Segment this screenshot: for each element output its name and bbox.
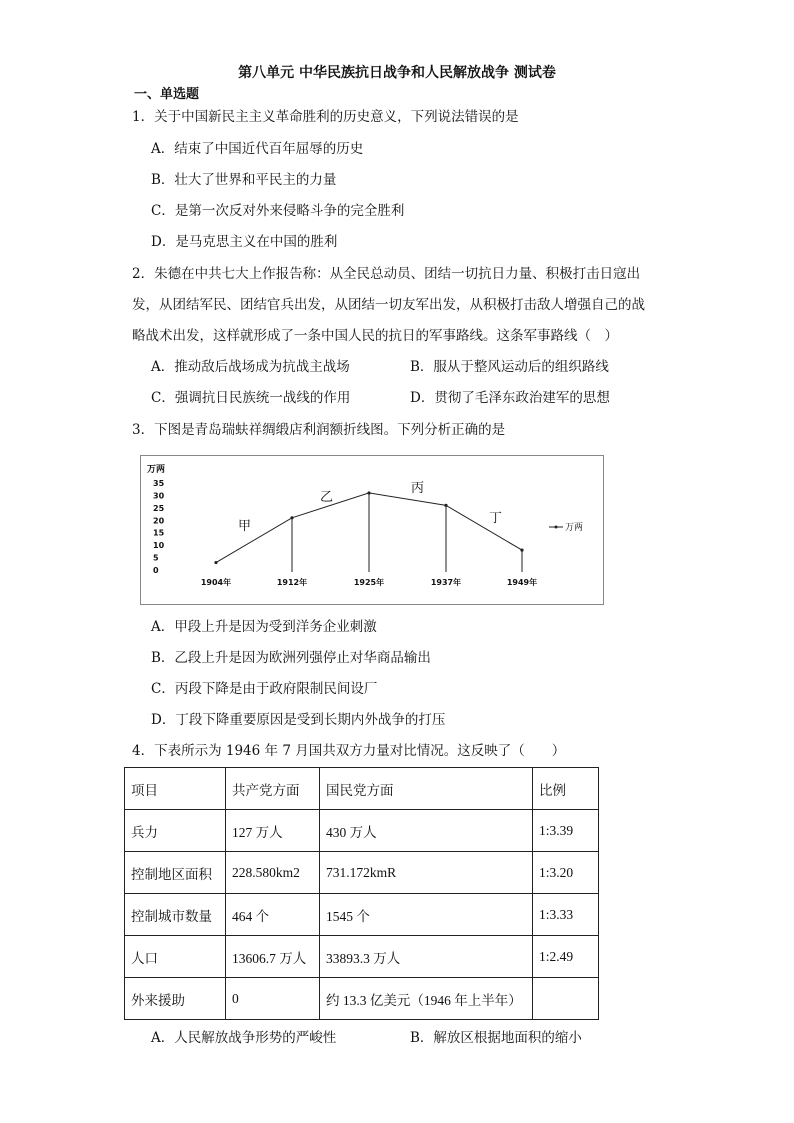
segment-label: 丁 bbox=[489, 511, 503, 526]
x-tick-label: 1904年 bbox=[200, 578, 232, 587]
data-point bbox=[444, 504, 447, 507]
table-header-row bbox=[125, 768, 599, 810]
legend-label: 万两 bbox=[565, 523, 584, 533]
question-3-stem: 3．下图是青岛瑞蚨祥绸缎店利润额折线图。下列分析正确的是 bbox=[132, 422, 506, 438]
section-heading: 一、单选题 bbox=[134, 87, 200, 102]
question-4-option-b[interactable]: B．解放区根据地面积的缩小 bbox=[410, 1030, 582, 1046]
question-1-option-a[interactable]: A．结束了中国近代百年屈辱的历史 bbox=[151, 141, 364, 157]
table-cell: 430 万人 bbox=[320, 810, 533, 852]
table-cell: 228.580km2 bbox=[226, 852, 320, 894]
x-tick-label: 1925年 bbox=[353, 578, 385, 587]
table-cell: 0 bbox=[226, 978, 320, 1020]
segment-label: 甲 bbox=[238, 519, 252, 534]
table-cell: 1:3.33 bbox=[533, 894, 599, 936]
table-row bbox=[125, 810, 599, 852]
question-1-option-d[interactable]: D．是马克思主义在中国的胜利 bbox=[151, 234, 338, 250]
table-row bbox=[125, 936, 599, 978]
table-cell: 1:3.20 bbox=[533, 852, 599, 894]
question-2-stem-line: 2．朱德在中共七大上作报告称：从全民总动员、团结一切抗日力量、积极打击日寇出 bbox=[132, 266, 641, 282]
table-row bbox=[125, 978, 599, 1020]
y-tick-label: 0 bbox=[153, 566, 159, 575]
question-1-stem: 1．关于中国新民主主义革命胜利的历史意义，下列说法错误的是 bbox=[132, 109, 519, 125]
x-tick-label: 1937年 bbox=[430, 578, 462, 587]
y-tick-label: 35 bbox=[153, 479, 165, 488]
y-tick-label: 15 bbox=[153, 528, 165, 538]
y-tick-label: 20 bbox=[153, 516, 165, 526]
segment-label: 乙 bbox=[320, 490, 334, 505]
table-cell: 1545 个 bbox=[320, 894, 533, 936]
question-2-option-c[interactable]: C．强调抗日民族统一战线的作用 bbox=[151, 390, 351, 406]
question-3-option-b[interactable]: B．乙段上升是因为欧洲列强停止对华商品输出 bbox=[151, 650, 431, 666]
question-2-option-a[interactable]: A．推动敌后战场成为抗战主战场 bbox=[151, 359, 350, 375]
profit-line-chart bbox=[140, 455, 604, 605]
table-cell: 731.172kmR bbox=[320, 852, 533, 894]
x-tick-label: 1912年 bbox=[276, 578, 308, 587]
question-2-option-b[interactable]: B．服从于整风运动后的组织路线 bbox=[410, 359, 609, 375]
table-header-cell: 项目 bbox=[125, 768, 226, 810]
table-cell: 控制地区面积 bbox=[125, 852, 226, 894]
question-4-option-a[interactable]: A．人民解放战争形势的严峻性 bbox=[151, 1030, 337, 1046]
table-header-cell: 国民党方面 bbox=[320, 768, 533, 810]
table-cell: 13606.7 万人 bbox=[226, 936, 320, 978]
table-header-cell: 比例 bbox=[533, 768, 599, 810]
chart-svg bbox=[141, 456, 603, 604]
data-point bbox=[520, 549, 523, 552]
y-tick-label: 25 bbox=[153, 503, 165, 513]
data-point bbox=[290, 516, 293, 519]
question-2-stem-line: 发，从团结军民、团结官兵出发，从团结一切友军出发，从积极打击敌人增强自己的战 bbox=[132, 297, 645, 313]
table-cell: 外来援助 bbox=[125, 978, 226, 1020]
question-2-option-d[interactable]: D．贯彻了毛泽东政治建军的思想 bbox=[410, 390, 610, 406]
table-header-cell: 共产党方面 bbox=[226, 768, 320, 810]
x-tick-label: 1949年 bbox=[506, 578, 538, 587]
table-row bbox=[125, 894, 599, 936]
forces-comparison-table bbox=[124, 767, 599, 1020]
table-cell: 人口 bbox=[125, 936, 226, 978]
table-cell: 127 万人 bbox=[226, 810, 320, 852]
table-cell: 33893.3 万人 bbox=[320, 936, 533, 978]
table-cell: 1:2.49 bbox=[533, 936, 599, 978]
question-1-option-c[interactable]: C．是第一次反对外来侵略斗争的完全胜利 bbox=[151, 203, 405, 219]
table-cell: 约 13.3 亿美元（1946 年上半年） bbox=[320, 978, 533, 1020]
table-cell: 1:3.39 bbox=[533, 810, 599, 852]
segment-label: 丙 bbox=[411, 481, 425, 496]
y-tick-label: 5 bbox=[153, 553, 159, 563]
page-title: 第八单元 中华民族抗日战争和人民解放战争 测试卷 bbox=[238, 65, 556, 81]
y-axis-unit-label: 万两 bbox=[147, 465, 166, 475]
question-1-option-b[interactable]: B．壮大了世界和平民主的力量 bbox=[151, 172, 337, 188]
table-row bbox=[125, 852, 599, 894]
table-cell: 兵力 bbox=[125, 810, 226, 852]
question-4-stem: 4．下表所示为 1946 年 7 月国共双方力量对比情况。这反映了（ ） bbox=[132, 743, 566, 759]
table-cell bbox=[533, 978, 599, 1020]
data-point bbox=[367, 491, 370, 494]
question-3-option-d[interactable]: D．丁段下降重要原因是受到长期内外战争的打压 bbox=[151, 712, 446, 728]
y-tick-label: 30 bbox=[153, 491, 165, 501]
y-tick-label: 10 bbox=[153, 541, 165, 551]
question-3-option-c[interactable]: C．丙段下降是由于政府限制民间设厂 bbox=[151, 681, 378, 697]
question-2-stem-line: 略战术出发，这样就形成了一条中国人民的抗日的军事路线。这条军事路线（ ） bbox=[132, 328, 618, 344]
table-cell: 控制城市数量 bbox=[125, 894, 226, 936]
legend-marker bbox=[555, 526, 558, 529]
question-3-option-a[interactable]: A．甲段上升是因为受到洋务企业刺激 bbox=[151, 619, 377, 635]
data-point bbox=[214, 561, 217, 564]
table-cell: 464 个 bbox=[226, 894, 320, 936]
